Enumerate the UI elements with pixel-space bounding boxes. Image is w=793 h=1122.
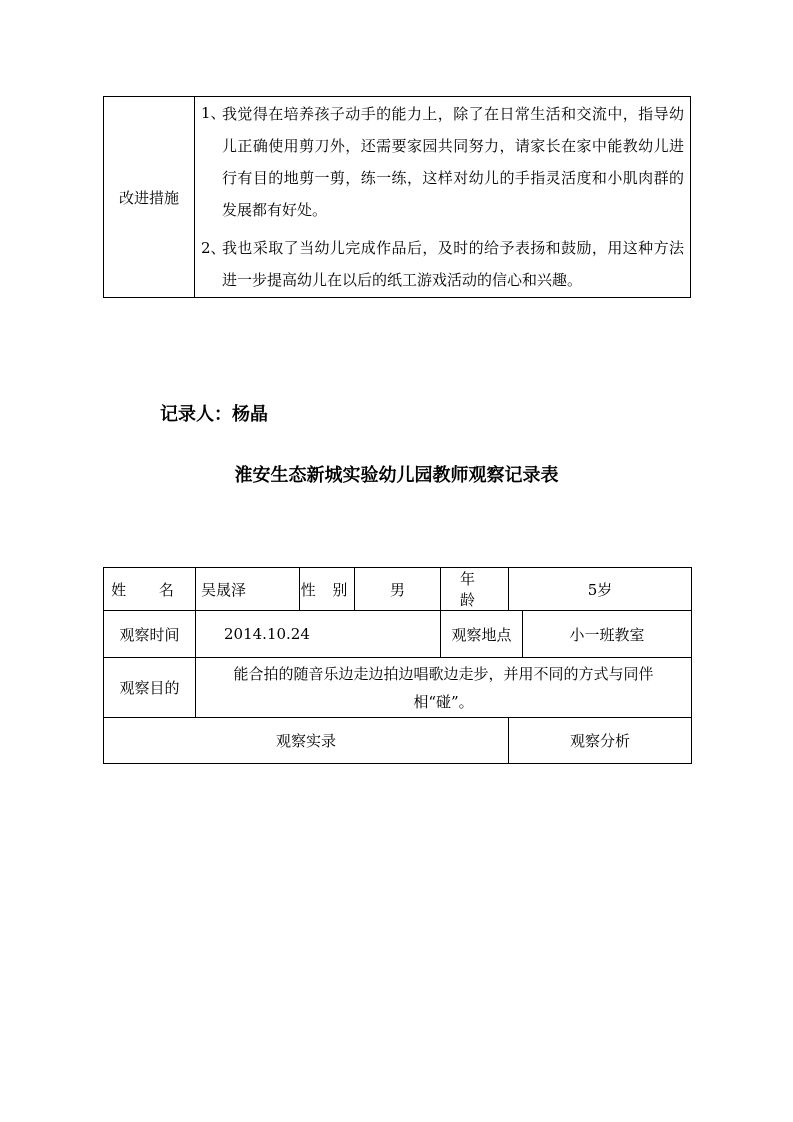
improvement-item-text: 我觉得在培养孩子动手的能力上，除了在日常生活和交流中，指导幼儿正确使用剪刀外，还需要家园共同努力，请家长在家中能教幼儿进行有目的地剪一剪，练一练，这样对幼儿的手指灵活度和小肌肉群的发展都有好处。 (222, 105, 684, 219)
improvement-item (195, 232, 690, 297)
place-label: 观察地点 (441, 611, 523, 658)
improvement-item-text: 我也采取了当幼儿完成作品后，及时的给予表扬和鼓励，用这种方法进一步提高幼儿在以后的纸工游戏活动的信心和兴趣。 (222, 239, 684, 289)
improvement-table (103, 96, 691, 298)
improvement-item-number: 2、 (201, 239, 226, 257)
purpose-label: 观察目的 (104, 658, 196, 718)
observation-table (103, 567, 692, 764)
name-label: 姓 名 (104, 568, 196, 611)
gender-label: 性 别 (300, 568, 355, 611)
record-header: 观察实录 (104, 718, 509, 764)
improvement-item-number: 1、 (201, 104, 226, 122)
place-value: 小一班教室 (523, 611, 692, 658)
name-value: 吴晟泽 (196, 568, 300, 611)
improvement-label: 改进措施 (104, 97, 195, 298)
gender-value: 男 (355, 568, 441, 611)
recorder-line: 记录人：杨晶 (160, 404, 268, 425)
improvement-item (195, 97, 690, 226)
age-value: 5岁 (509, 568, 692, 611)
improvement-content (195, 97, 691, 298)
purpose-value: 能合拍的随音乐边走边拍边唱歌边走步，并用不同的方式与同伴相“碰”。 (196, 658, 692, 718)
time-value: 2014.10.24 (196, 611, 441, 658)
document-title: 淮安生态新城实验幼儿园教师观察记录表 (234, 465, 559, 486)
time-label: 观察时间 (104, 611, 196, 658)
analysis-header: 观察分析 (509, 718, 692, 764)
age-label: 年 龄 (441, 568, 509, 611)
